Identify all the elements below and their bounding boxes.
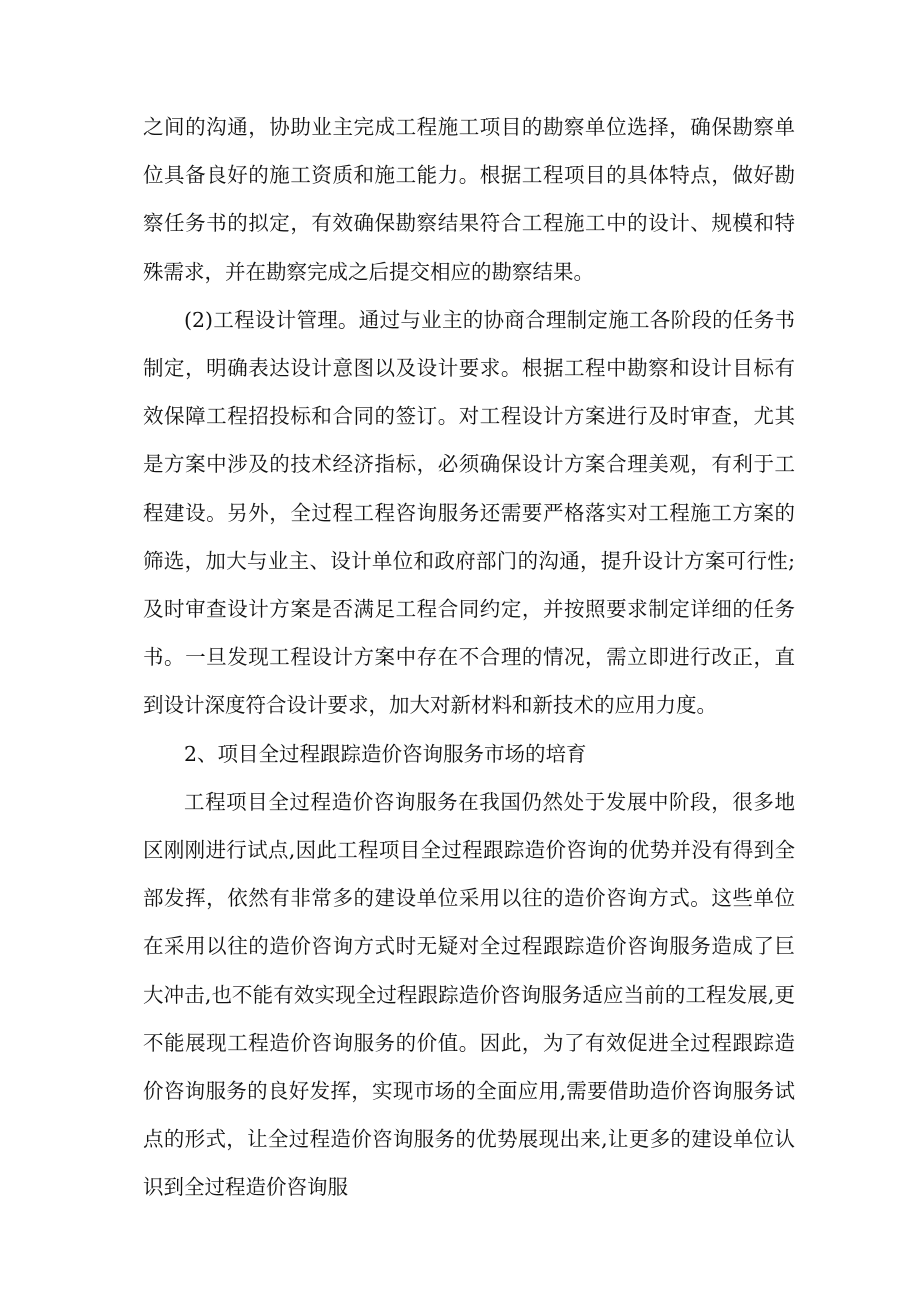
paragraph-market-cultivation: 工程项目全过程造价咨询服务在我国仍然处于发展中阶段，很多地区刚刚进行试点,因此工程项目全过程跟踪造价咨询的优势并没有得到全部发挥，依然有非常多的建设单位采用以往的造价咨询方式。这些单位在采用以往的造价咨询方式时无疑对全过程跟踪造价咨询服务造成了巨大冲击,也不能有效实现全过程跟踪造价咨询服务适应当前的工程发展,更不能展现工程造价咨询服务的价值。因此，为了有效促进全过程跟踪造价咨询服务的良好发挥，实现市场的全面应用,需要借助造价咨询服务试点的形式，让全过程造价咨询服务的优势展现出来,让更多的建设单位认识到全过程造价咨询服: [143, 789, 795, 1200]
document-page: [143, 103, 795, 1212]
section-heading: 2、项目全过程跟踪造价咨询服务市场的培育: [184, 741, 587, 766]
paragraph-continuation: 之间的沟通，协助业主完成工程施工项目的勘察单位选择，确保勘察单位具备良好的施工资质和施工能力。根据工程项目的具体特点，做好勘察任务书的拟定，有效确保勘察结果符合工程施工中的设计、规模和特殊需求，并在勘察完成之后提交相应的勘察结果。: [143, 115, 795, 284]
paragraph-design-management: (2)工程设计管理。通过与业主的协商合理制定施工各阶段的任务书制定，明确表达设计意图以及设计要求。根据工程中勘察和设计目标有效保障工程招投标和合同的签订。对工程设计方案进行及时审查，尤其是方案中涉及的技术经济指标，必须确保设计方案合理美观，有利于工程建设。另外，全过程工程咨询服务还需要严格落实对工程施工方案的筛选，加大与业主、设计单位和政府部门的沟通，提升设计方案可行性;及时审查设计方案是否满足工程合同约定，并按照要求制定详细的任务书。一旦发现工程设计方案中存在不合理的情况，需立即进行改正，直到设计深度符合设计要求，加大对新材料和新技术的应用力度。: [143, 307, 795, 718]
